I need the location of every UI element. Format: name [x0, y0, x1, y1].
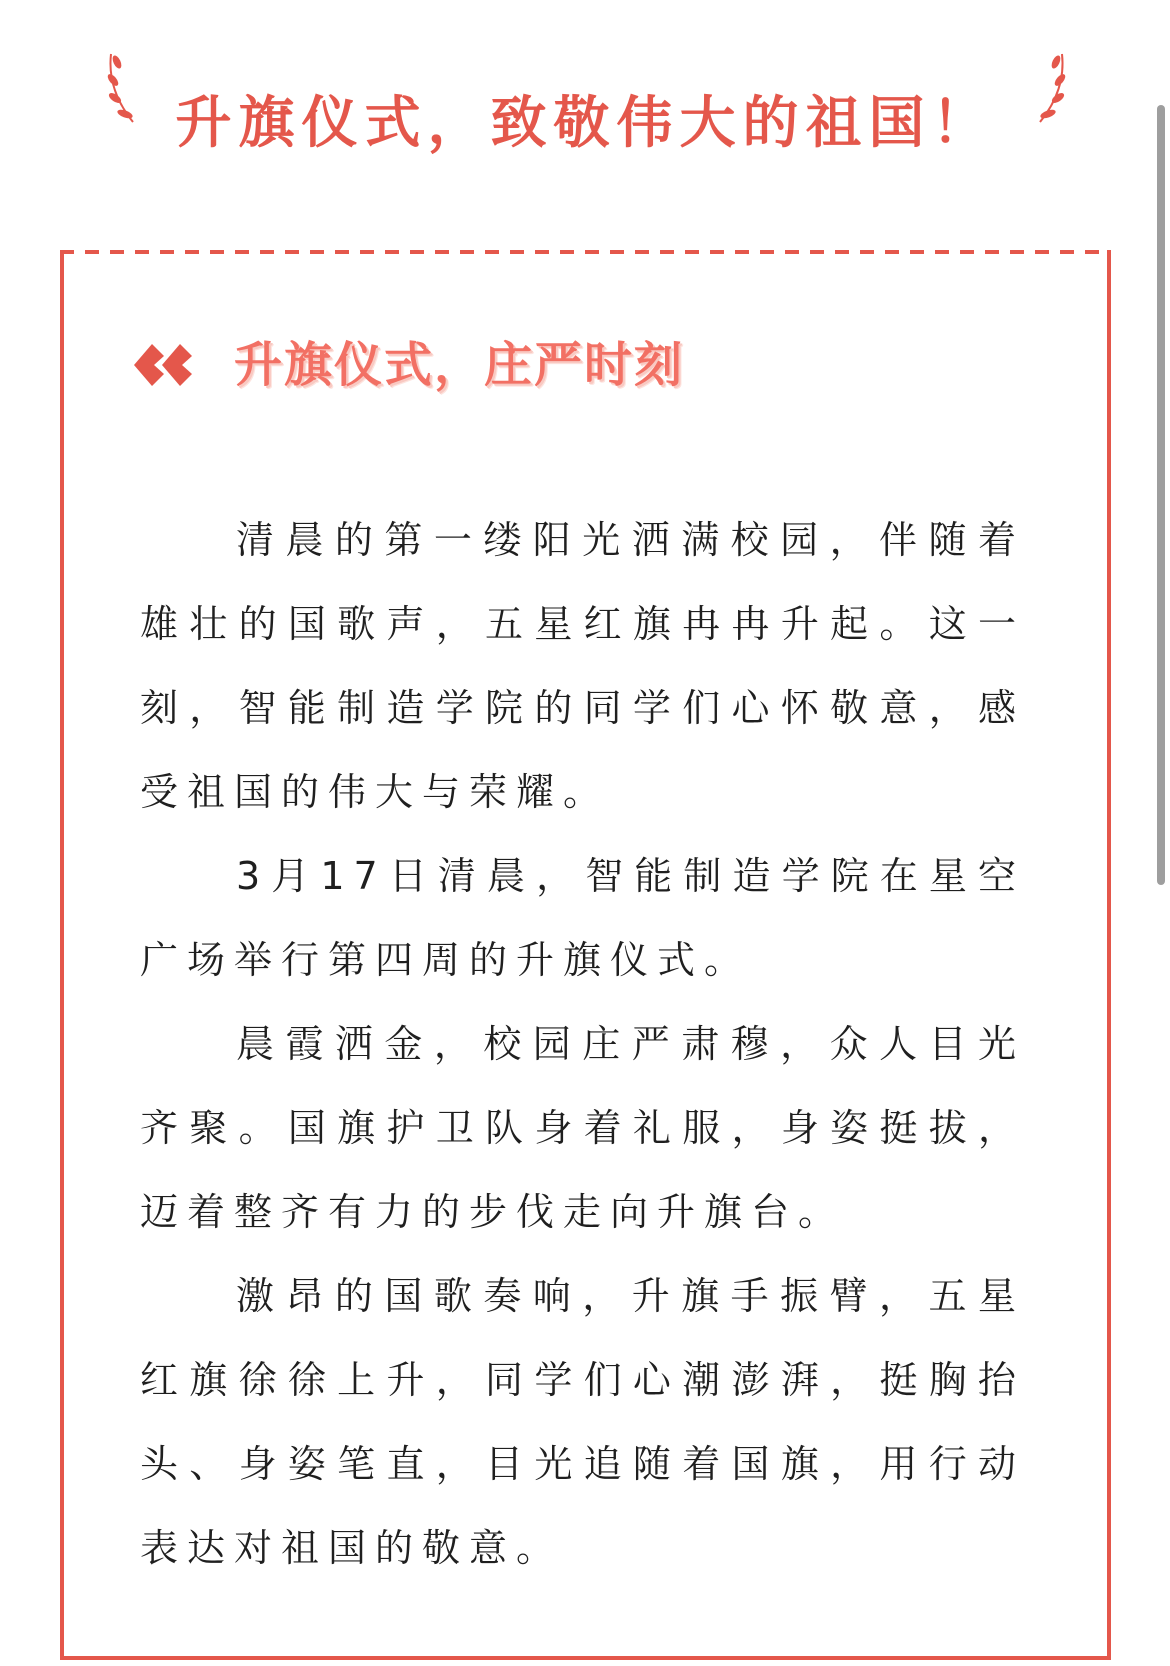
- section-heading: [130, 330, 930, 400]
- section-title: 升旗仪式，庄严时刻: [234, 337, 685, 393]
- vertical-scrollbar[interactable]: [1157, 105, 1165, 885]
- article-body: [140, 498, 1025, 1590]
- double-quote-icon: [130, 340, 198, 390]
- paragraph: 晨霞洒金，校园庄严肃穆，众人目光齐聚。国旗护卫队身着礼服，身姿挺拔，迈着整齐有力的步伐走向升旗台。: [140, 1022, 1025, 1234]
- paragraph: 清晨的第一缕阳光洒满校园，伴随着雄壮的国歌声，五星红旗冉冉升起。这一刻，智能制造学院的同学们心怀敬意，感受祖国的伟大与荣耀。: [140, 518, 1025, 814]
- paragraph: 激昂的国歌奏响，升旗手振臂，五星红旗徐徐上升，同学们心潮澎湃，挺胸抬头、身姿笔直，目光追随着国旗，用行动表达对祖国的敬意。: [140, 1274, 1025, 1570]
- paragraph: 3月17日清晨，智能制造学院在星空广场举行第四周的升旗仪式。: [140, 854, 1025, 982]
- laurel-right-icon: [1018, 50, 1068, 130]
- page-title: 升旗仪式，致敬伟大的祖国！: [175, 91, 995, 156]
- header: [0, 40, 1170, 180]
